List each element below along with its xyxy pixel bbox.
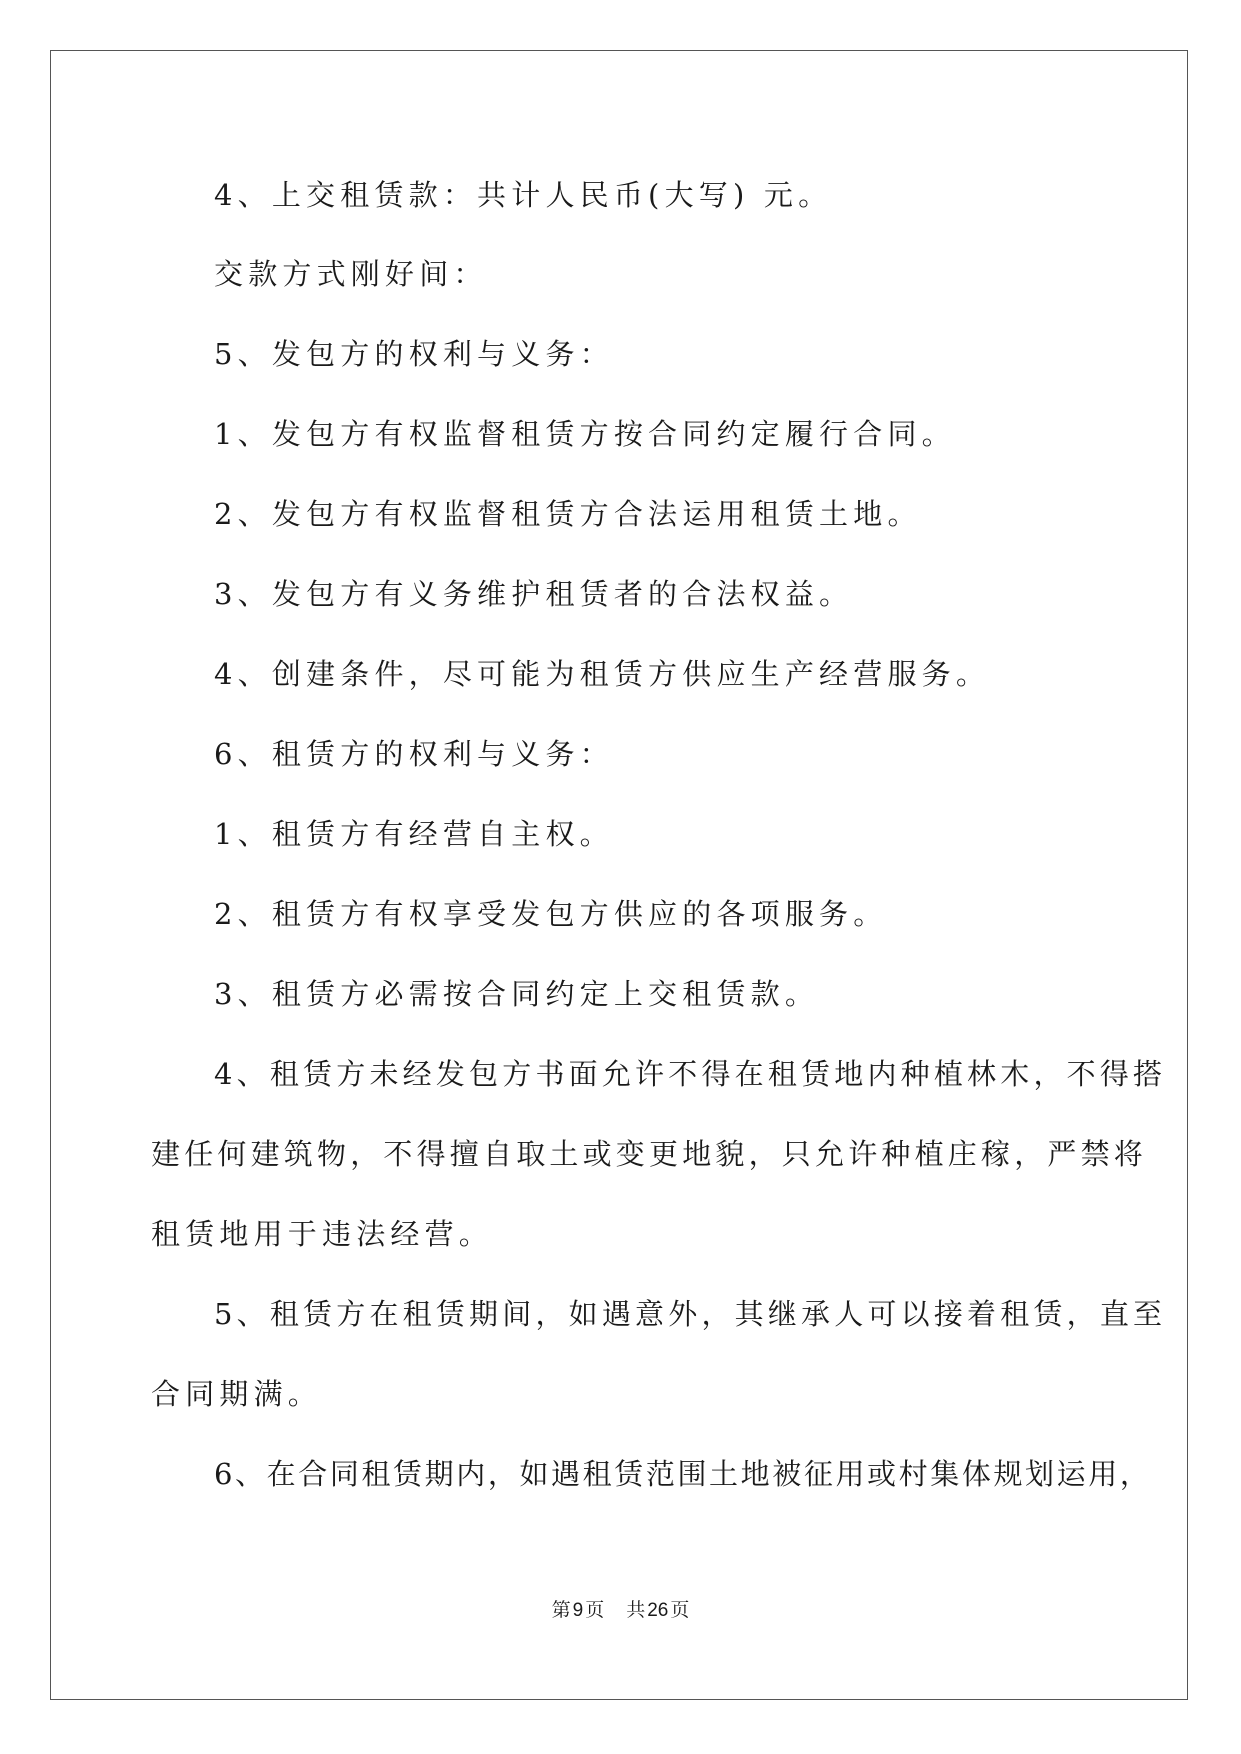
- paragraph-line: 3、租赁方必需按合同约定上交租赁款。: [214, 977, 820, 1011]
- page-footer: [0, 1598, 1241, 1623]
- paragraph-line: 4、上交租赁款：共计人民币(大写) 元。: [214, 178, 833, 212]
- paragraph-line: 交款方式刚好间：: [214, 257, 488, 291]
- paragraph-line: 4、创建条件，尽可能为租赁方供应生产经营服务。: [214, 657, 991, 691]
- footer-page-prefix: 第: [551, 1599, 571, 1621]
- paragraph-line: 6、在合同租赁期内，如遇租赁范围土地被征用或村集体规划运用，: [214, 1457, 1152, 1491]
- paragraph-line: 2、发包方有权监督租赁方合法运用租赁土地。: [214, 497, 922, 531]
- paragraph-line: 合同期满。: [151, 1377, 323, 1411]
- page-frame: [50, 50, 1188, 1700]
- paragraph-line: 租赁地用于违法经营。: [151, 1217, 494, 1251]
- paragraph-line: 4、租赁方未经发包方书面允许不得在租赁地内种植林木，不得搭: [214, 1057, 1167, 1091]
- section-heading: 6、租赁方的权利与义务：: [214, 737, 614, 771]
- paragraph-line: 5、租赁方在租赁期间，如遇意外，其继承人可以接着租赁，直至: [214, 1297, 1167, 1331]
- footer-total-prefix: 共: [626, 1599, 646, 1621]
- paragraph-line: 3、发包方有义务维护租赁者的合法权益。: [214, 577, 854, 611]
- paragraph-line: 1、发包方有权监督租赁方按合同约定履行合同。: [214, 417, 956, 451]
- paragraph-line: 1、租赁方有经营自主权。: [214, 817, 614, 851]
- paragraph-line: 2、租赁方有权享受发包方供应的各项服务。: [214, 897, 888, 931]
- paragraph-line: 建任何建筑物，不得擅自取土或变更地貌，只允许种植庄稼，严禁将: [151, 1137, 1148, 1171]
- footer-page-suffix: 页: [585, 1599, 605, 1621]
- footer-page-current: 9: [572, 1600, 584, 1621]
- section-heading: 5、发包方的权利与义务：: [214, 337, 614, 371]
- footer-total-suffix: 页: [670, 1599, 690, 1621]
- footer-page-total: 26: [647, 1600, 669, 1621]
